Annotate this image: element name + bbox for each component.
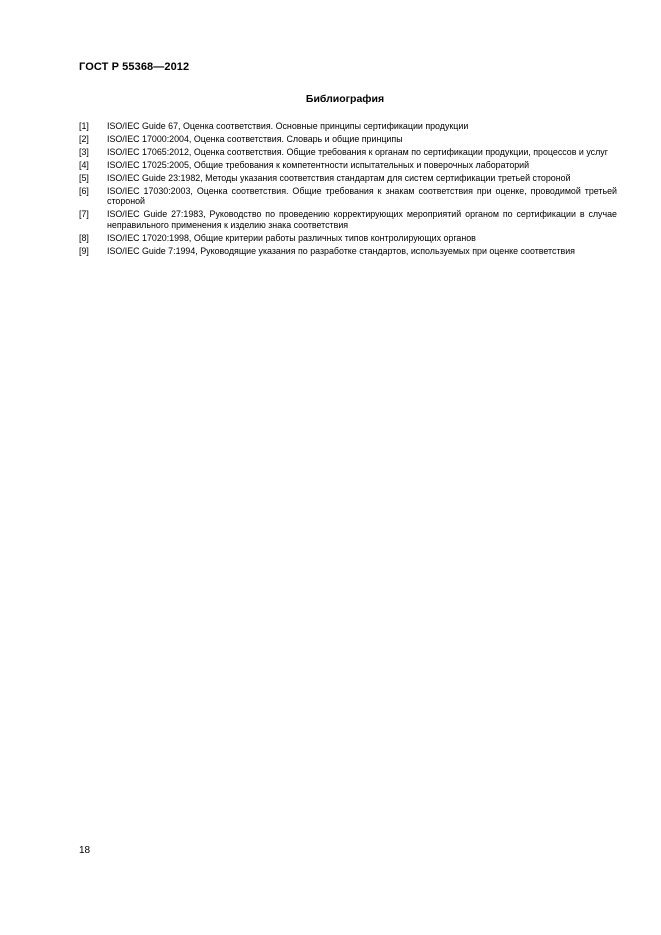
reference-number: [6]	[79, 185, 89, 196]
reference-text: ISO/IEC 17020:1998, Общие критерии работы различных типов контролирующих органов	[107, 233, 476, 244]
bibliography-item	[79, 173, 617, 184]
page-number: 18	[79, 845, 91, 856]
reference-text: ISO/IEC 17030:2003, Оценка соответствия. Общие требования к знакам соответствия при оценке, проводимой третьей стороной	[107, 185, 617, 207]
bibliography-item	[79, 246, 617, 257]
reference-text: ISO/IEC Guide 67, Оценка соответствия. Основные принципы сертификации продукции	[107, 121, 469, 131]
reference-text: ISO/IEC 17000:2004, Оценка соответствия. Словарь и общие принципы	[107, 133, 403, 144]
reference-number: [7]	[79, 209, 89, 220]
bibliography-item	[79, 186, 617, 208]
reference-text: ISO/IEC 17065:2012, Оценка соответствия. Общие требования к органам по сертификации продукции, процессов и услуг	[107, 146, 608, 157]
reference-text: ISO/IEC 17025:2005, Общие требования к компетентности испытательных и поверочных лабораторий	[107, 159, 530, 170]
bibliography-item	[79, 147, 617, 158]
reference-number: [4]	[79, 159, 89, 170]
bibliography-item	[79, 160, 617, 171]
reference-number: [3]	[79, 146, 89, 157]
reference-text: ISO/IEC Guide 7:1994, Руководящие указания по разработке стандартов, используемых при оценке соответствия	[107, 246, 575, 257]
bibliography-item	[79, 134, 617, 145]
bibliography-item	[79, 233, 617, 244]
section-title: Библиография	[305, 93, 385, 105]
reference-text: ISO/IEC Guide 27:1983, Руководство по проведению корректирующих мероприятий органом по сертификации в случае неправильного применения к изделию знака соответствия	[107, 209, 617, 231]
bibliography-item	[79, 209, 617, 231]
reference-number: [8]	[79, 233, 89, 244]
reference-text: ISO/IEC Guide 23:1982, Методы указания соответствия стандартам для систем сертификации третьей стороной	[107, 172, 571, 183]
bibliography-item	[79, 121, 617, 132]
reference-number: [1]	[79, 121, 89, 131]
document-header: ГОСТ Р 55368—2012	[79, 61, 190, 73]
reference-number: [9]	[79, 246, 89, 257]
reference-number: [2]	[79, 133, 89, 144]
reference-number: [5]	[79, 172, 89, 183]
bibliography-list	[79, 121, 617, 259]
